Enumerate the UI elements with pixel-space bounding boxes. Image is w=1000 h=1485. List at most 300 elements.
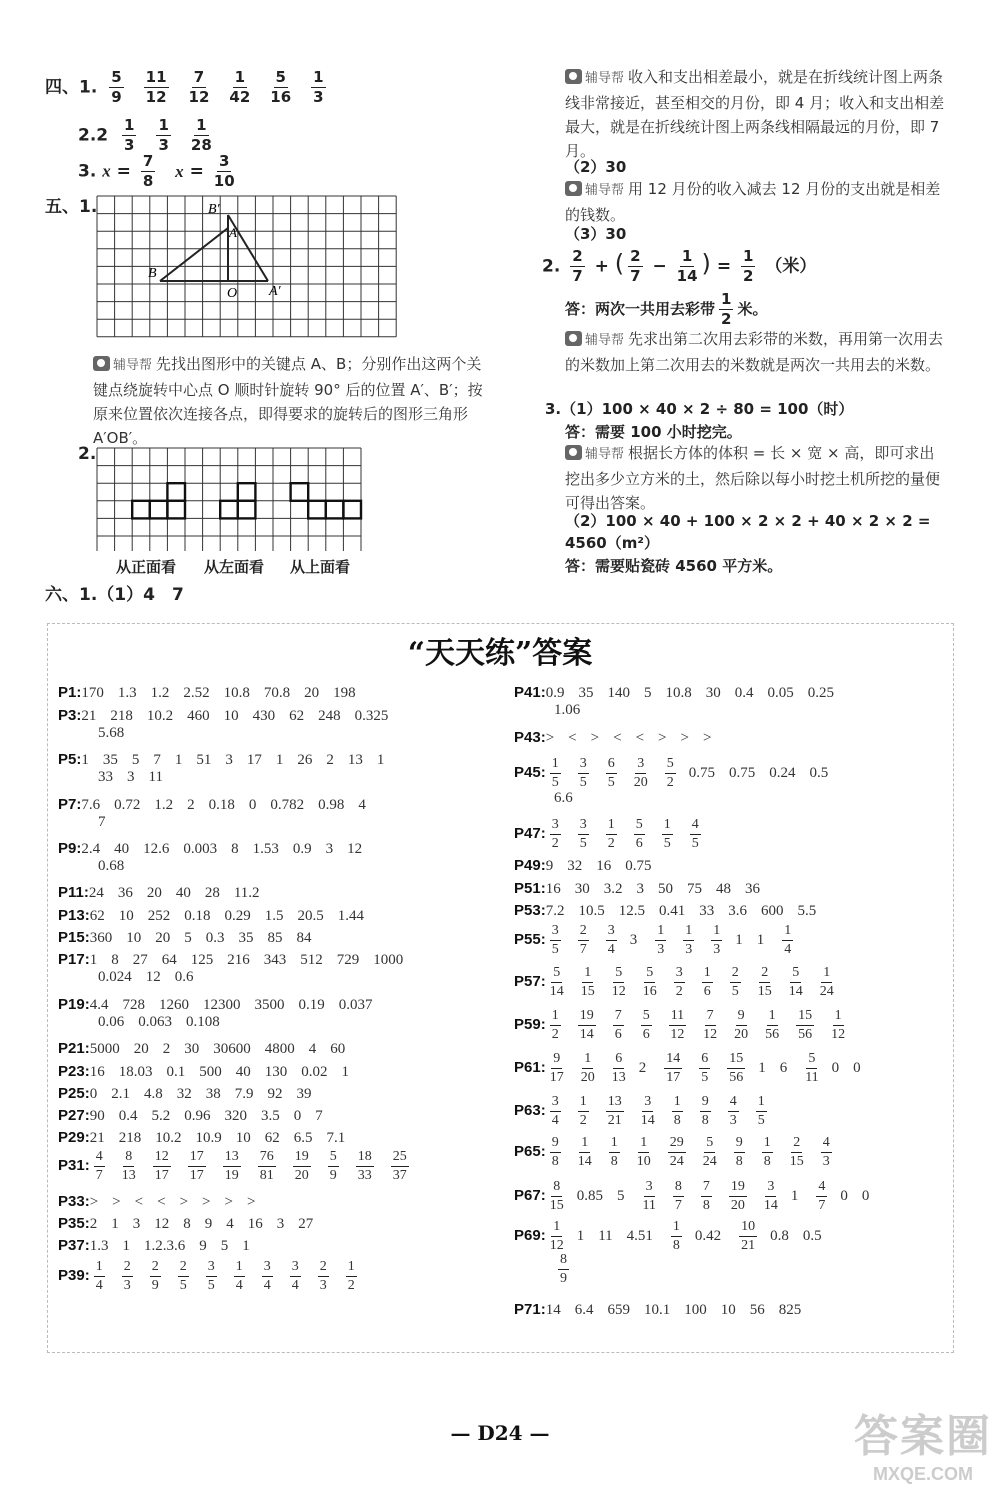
answer-value: 0.108 — [186, 1014, 220, 1030]
row-values — [546, 1302, 816, 1318]
answer-value: 33 — [98, 769, 113, 785]
denominator: 3 — [158, 136, 169, 154]
daily-practice-title: “天天练”答案 — [407, 636, 593, 671]
answer-value: 0.41 — [658, 903, 686, 919]
denominator: 42 — [229, 88, 251, 106]
answer-value: 2 — [162, 1041, 171, 1057]
answer-fraction — [258, 1150, 276, 1183]
answer-value: 825 — [778, 1302, 802, 1318]
numerator: 2 — [730, 966, 741, 983]
numerator: 3 — [578, 818, 589, 835]
answer-value: 16 — [545, 881, 561, 897]
denominator: 12 — [703, 1027, 718, 1042]
denominator: 8 — [551, 1154, 559, 1169]
row-values — [546, 685, 848, 701]
answer-fraction — [262, 1260, 273, 1293]
answer-value: 3 — [276, 1216, 285, 1232]
answer-value: 8 — [111, 952, 119, 968]
denominator: 9 — [111, 88, 122, 106]
answer-fraction — [642, 1180, 655, 1213]
numerator: 3 — [218, 152, 230, 170]
denominator: 7 — [95, 1168, 103, 1183]
numerator: 1 — [550, 757, 561, 774]
answer-value: 2 — [89, 1216, 98, 1232]
rotation-grid — [96, 195, 402, 351]
numerator: 8 — [123, 1150, 134, 1167]
helper-icon — [565, 445, 582, 460]
row-values — [90, 952, 418, 968]
denominator: 9 — [329, 1168, 337, 1183]
page-label: P29: — [58, 1129, 90, 1146]
answer-value: 10 — [223, 708, 239, 724]
denominator: 5 — [551, 942, 559, 957]
answer-value: 728 — [122, 997, 145, 1013]
numerator: 7 — [701, 1180, 712, 1197]
answer-fraction — [578, 818, 589, 851]
row-values — [90, 930, 326, 946]
page-label: P15: — [58, 929, 90, 946]
answer-fraction — [578, 1095, 589, 1128]
answer-value: 0.4 — [118, 1108, 138, 1124]
answer-value: 5.2 — [151, 1108, 171, 1124]
answer-value: 36 — [117, 885, 133, 901]
page-label: P43: — [514, 729, 546, 746]
numerator: 5 — [641, 1009, 652, 1026]
page-label: P1: — [58, 684, 82, 701]
denominator: 5 — [551, 775, 559, 790]
denominator: 37 — [392, 1168, 407, 1183]
denominator: 13 — [611, 1070, 626, 1085]
answer-value: 3.6 — [728, 903, 747, 919]
answer-fraction — [178, 1260, 189, 1293]
view-cell — [220, 501, 238, 519]
answer-value: 0.05 — [767, 685, 794, 701]
answer-value: > — [658, 730, 667, 746]
page-label: P17: — [58, 951, 90, 968]
denominator: 4 — [235, 1278, 243, 1293]
answer-row-p17 — [58, 951, 417, 986]
denominator: 12 — [145, 88, 167, 106]
denominator: 2 — [666, 775, 674, 790]
row-continuation — [58, 969, 417, 986]
answer-value: 27 — [132, 952, 148, 968]
answer-fraction — [191, 118, 212, 153]
answer-value: 30 — [705, 685, 721, 701]
var-x-2: x — [175, 161, 184, 181]
answer-value: 8 — [231, 841, 239, 857]
denominator: 4 — [551, 1113, 559, 1128]
answer-row-p63 — [514, 1095, 780, 1128]
answer-value: 1000 — [373, 952, 404, 968]
row-values — [90, 1216, 328, 1232]
answer-value: > — [89, 1194, 99, 1210]
numerator: 2 — [572, 247, 583, 265]
answer-value: 0.29 — [224, 908, 251, 924]
answer-row-p7 — [58, 796, 380, 831]
answer-fraction — [641, 1009, 652, 1042]
denominator: 24 — [669, 1154, 684, 1169]
numerator: 1 — [833, 1009, 844, 1026]
answer-fraction — [550, 818, 561, 851]
answer-fraction — [699, 1052, 710, 1085]
numerator: 1 — [579, 1136, 590, 1153]
denominator: 20 — [734, 1027, 749, 1042]
row-continuation — [58, 769, 398, 786]
numerator: 1 — [711, 924, 722, 941]
page-label: P47: — [514, 824, 546, 842]
watermark-logo: 答案圈 — [854, 1411, 992, 1462]
answer-value: 90 — [89, 1108, 105, 1124]
q2-label: 2. — [542, 256, 561, 277]
answer-value: 30600 — [213, 1041, 251, 1057]
numerator: 1 — [124, 116, 135, 134]
eq-sign-2: = — [189, 161, 204, 182]
answer-value: 21 — [89, 1130, 105, 1146]
answer-value: 20.5 — [297, 908, 324, 924]
answer-fraction — [578, 1009, 596, 1042]
answer-value: 36 — [744, 881, 760, 897]
helper-icon — [93, 356, 110, 371]
answer-value: 0.4 — [734, 685, 754, 701]
answer-value: 130 — [264, 1064, 288, 1080]
answer-row-p9 — [58, 840, 376, 875]
denominator: 14 — [676, 267, 698, 285]
numerator: 1 — [551, 1220, 562, 1237]
answer-value: 6.4 — [574, 1302, 594, 1318]
answer-value: 0.9 — [292, 841, 312, 857]
answer-value: 2.4 — [81, 841, 101, 857]
numerator: 7 — [142, 152, 154, 170]
answer-value: 51 — [196, 752, 212, 768]
answer-fraction — [550, 966, 564, 999]
numerator: 3 — [206, 1260, 217, 1277]
page-label: P21: — [58, 1040, 90, 1057]
denominator: 8 — [673, 1113, 681, 1128]
denominator: 6 — [703, 984, 711, 999]
answer-fraction — [734, 1136, 745, 1169]
denominator: 14 — [788, 984, 803, 999]
answer-value: 0.96 — [184, 1108, 211, 1124]
page-label: P31: — [58, 1156, 90, 1174]
answer-value: 0.24 — [769, 764, 796, 781]
note-tag: 辅导帮 — [113, 358, 153, 373]
numerator: 1 — [762, 1136, 773, 1153]
answer-value: 0 — [840, 1187, 848, 1204]
answer-value: 512 — [300, 952, 323, 968]
answer-value: 0.782 — [270, 797, 305, 813]
answer-fraction — [346, 1260, 357, 1293]
answer-value: 3 — [225, 752, 233, 768]
denominator: 6 — [614, 1027, 622, 1042]
row-values — [81, 797, 380, 813]
answer-value: 0.25 — [807, 685, 834, 701]
page-label: P11: — [58, 884, 89, 901]
answer-value: 62 — [289, 708, 305, 724]
answer-value: < — [635, 730, 645, 746]
denominator: 7 — [818, 1198, 826, 1213]
answer-row-p33 — [58, 1193, 269, 1211]
row-values — [90, 1130, 360, 1146]
denominator: 2 — [607, 836, 615, 851]
denominator: 10 — [636, 1154, 651, 1169]
denominator: 17 — [154, 1168, 169, 1183]
page-label: P35: — [58, 1215, 90, 1232]
denominator: 3 — [313, 88, 324, 106]
answer-value: < — [134, 1194, 144, 1210]
q4-2 — [78, 118, 228, 153]
answer-value: 10 — [720, 1302, 736, 1318]
answer-value: 5 — [220, 1238, 229, 1254]
numerator: 4 — [690, 818, 701, 835]
answer-value: 0.75 — [728, 764, 756, 781]
answer-value: 4800 — [264, 1041, 295, 1057]
answer-fraction — [122, 1150, 136, 1183]
denominator: 4 — [607, 942, 615, 957]
answer-fraction — [669, 1009, 686, 1042]
answer-value: < — [568, 730, 577, 746]
answer-row-p65 — [514, 1136, 845, 1169]
answer-fraction — [664, 1052, 682, 1085]
denominator: 4 — [784, 942, 792, 957]
numerator: 19 — [578, 1009, 596, 1026]
denominator: 24 — [702, 1154, 717, 1169]
denominator: 17 — [549, 1070, 564, 1085]
answer-fraction — [270, 70, 291, 105]
segment-ba — [160, 228, 228, 281]
denominator: 24 — [819, 984, 834, 999]
answer-value: 0.75 — [625, 858, 652, 874]
answer-value: 27 — [298, 1216, 314, 1232]
answer-value: 4 — [308, 1041, 317, 1057]
views-grid — [96, 447, 368, 551]
denominator: 4 — [95, 1278, 103, 1293]
answer-fraction — [144, 70, 169, 105]
answer-value: 6.5 — [293, 1130, 313, 1146]
answer-value: 18.03 — [118, 1064, 153, 1080]
answer-value: 0.06 — [98, 1014, 125, 1030]
answer-value: 12.6 — [143, 841, 170, 857]
numerator: 9 — [736, 1009, 747, 1026]
denominator: 3 — [657, 942, 665, 957]
note-tag: 辅导帮 — [585, 183, 625, 198]
answer-value: 1 — [174, 752, 183, 768]
answer-fraction — [816, 1180, 827, 1213]
answer-value: 1.2.3.6 — [143, 1238, 186, 1254]
answer-value: 2.52 — [183, 685, 210, 701]
row-values — [90, 1041, 360, 1057]
answer-fraction — [609, 1136, 620, 1169]
answer-fraction — [790, 1136, 804, 1169]
note-text: 用 12 月份的收入减去 12 月份的支出就是相差的钱数。 — [565, 180, 941, 224]
answer-fraction — [328, 1150, 339, 1183]
page-label: P69: — [514, 1226, 546, 1244]
answer-fraction — [643, 966, 657, 999]
page-label: P41: — [514, 684, 546, 701]
note-chart — [565, 65, 947, 163]
denominator: 4 — [291, 1278, 299, 1293]
denominator: 28 — [190, 136, 212, 154]
numerator: 1 — [234, 1260, 245, 1277]
answer-fraction — [703, 1009, 717, 1042]
answer-value: 56 — [749, 1302, 765, 1318]
numerator: 12 — [153, 1150, 171, 1167]
numerator: 19 — [729, 1180, 747, 1197]
answer-fraction — [156, 118, 170, 153]
numerator: 4 — [94, 1150, 105, 1167]
answer-fraction — [634, 757, 648, 790]
denominator: 20 — [580, 1070, 595, 1085]
answer-value: 6 — [779, 1059, 788, 1076]
answer-value: 60 — [330, 1041, 346, 1057]
answer-value: 2 — [326, 752, 334, 768]
numerator: 5 — [665, 757, 676, 774]
answer-fraction — [702, 966, 713, 999]
row-values — [90, 1064, 363, 1080]
answer-value: 2 — [187, 797, 195, 813]
page-label: P9: — [58, 840, 82, 857]
q3-2-line2: 4560（m²） — [565, 534, 659, 552]
view-cell — [308, 501, 326, 519]
answer-value: 0 — [293, 1108, 302, 1124]
answer-fraction — [674, 966, 685, 999]
numerator: 18 — [356, 1150, 374, 1167]
answer-value: > — [246, 1194, 256, 1210]
denominator: 21 — [741, 1238, 756, 1253]
answer-value: 39 — [296, 1086, 312, 1102]
answer-fraction — [94, 1150, 105, 1183]
answer-fraction — [671, 1220, 682, 1253]
answer-value: 100 — [684, 1302, 707, 1318]
answer-value: 0.85 — [576, 1187, 603, 1204]
denominator: 6 — [635, 836, 643, 851]
answer-row-p5 — [58, 751, 398, 786]
answer-value: 0.037 — [338, 997, 373, 1013]
helper-icon — [565, 331, 582, 346]
row-values — [546, 1135, 845, 1169]
answer-value: 24 — [88, 885, 104, 901]
q3-1-answer: 答：需要 100 小时挖完。 — [565, 423, 742, 441]
answer-value: 50 — [657, 881, 673, 897]
answer-value: 38 — [205, 1086, 221, 1102]
denominator: 33 — [357, 1168, 372, 1183]
answer-value: 5 — [643, 685, 652, 701]
minus-sign: − — [652, 256, 667, 277]
row-continuation — [58, 1014, 386, 1031]
denominator: 8 — [701, 1113, 709, 1128]
numerator: 19 — [293, 1150, 311, 1167]
answer-fraction — [550, 924, 561, 957]
denominator: 3 — [729, 1113, 737, 1128]
answer-value: 12.5 — [618, 903, 645, 919]
ribbon-answer — [565, 292, 767, 327]
answer-value: 0 — [853, 1059, 861, 1076]
numerator: 13 — [223, 1150, 241, 1167]
denominator: 17 — [666, 1070, 681, 1085]
page-label: P67: — [514, 1186, 546, 1204]
note-text: 先找出图形中的关键点 A、B；分别作出这两个关键点绕旋转中心点 O 顺时针旋转 90° 后的位置 A′、B′；按原来位置依次连接各点，即得要求的旋转后的图形三角形 A′OB′。 — [93, 355, 483, 447]
answer-value: 1.06 — [554, 702, 581, 718]
fraction — [570, 249, 584, 284]
answer-fraction — [150, 1260, 161, 1293]
denominator: 4 — [263, 1278, 271, 1293]
numerator: 1 — [662, 818, 673, 835]
answer-value: 17 — [246, 752, 262, 768]
x-value-fraction — [214, 154, 235, 189]
numerator: 1 — [756, 1095, 767, 1112]
answer-value: 10 — [126, 930, 142, 946]
denominator: 9 — [151, 1278, 159, 1293]
denominator: 7 — [630, 267, 641, 285]
answer-fraction — [668, 1136, 686, 1169]
denominator: 14 — [579, 1027, 594, 1042]
numerator: 1 — [671, 1220, 682, 1237]
answer-value: 14 — [545, 1302, 561, 1318]
answer-value: > — [702, 730, 712, 746]
answer-fraction — [796, 1009, 814, 1042]
answer-fraction — [550, 1009, 561, 1042]
answer-value: 3500 — [254, 997, 285, 1013]
answer-value: 10.5 — [578, 903, 605, 919]
note-tag: 辅导帮 — [585, 71, 625, 86]
unit: （米） — [765, 256, 817, 277]
denominator: 13 — [121, 1168, 136, 1183]
numerator: 29 — [668, 1136, 686, 1153]
row-continuation — [58, 725, 402, 742]
q5-label: 五、1. — [45, 197, 98, 217]
answer-value: 1 — [576, 1227, 585, 1244]
numerator: 3 — [550, 1095, 561, 1112]
answer-value: 20 — [133, 1041, 149, 1057]
answer-value: 4 — [358, 797, 366, 813]
answer-row-p41 — [514, 684, 848, 719]
row-values — [89, 885, 274, 901]
answer-fraction — [188, 1150, 206, 1183]
numerator: 1 — [550, 1009, 561, 1026]
row-values — [90, 997, 387, 1013]
answer-value: 40 — [175, 885, 191, 901]
numerator: 6 — [699, 1052, 710, 1069]
answer-fraction — [558, 1253, 569, 1286]
view-cell — [167, 501, 185, 519]
denominator: 15 — [789, 1154, 804, 1169]
answer-fraction — [820, 966, 834, 999]
page-label: P53: — [514, 902, 546, 919]
numerator: 9 — [551, 1052, 562, 1069]
numerator: 8 — [551, 1180, 562, 1197]
helper-icon — [565, 69, 582, 84]
note-rotation — [93, 352, 483, 450]
answer-row-p25 — [58, 1085, 325, 1103]
answer-fraction — [758, 966, 772, 999]
denominator: 5 — [179, 1278, 187, 1293]
view-cell — [343, 501, 361, 519]
denominator: 5 — [207, 1278, 215, 1293]
answer-value: > — [224, 1194, 233, 1210]
answer-value: 10 — [118, 908, 134, 924]
answer-value: 10 — [235, 1130, 251, 1146]
answer-fraction — [229, 70, 250, 105]
answer-row-p51 — [514, 880, 774, 898]
page-label: P55: — [514, 930, 546, 948]
page-label: P57: — [514, 972, 546, 990]
answer-fraction — [673, 1180, 684, 1213]
answer-prefix: 答：两次一共用去彩带 — [565, 300, 716, 318]
answer-value: 12 — [347, 841, 363, 857]
numerator: 1 — [672, 1095, 683, 1112]
denominator: 14 — [640, 1113, 655, 1128]
answer-value: > — [112, 1194, 121, 1210]
numerator: 3 — [262, 1260, 273, 1277]
